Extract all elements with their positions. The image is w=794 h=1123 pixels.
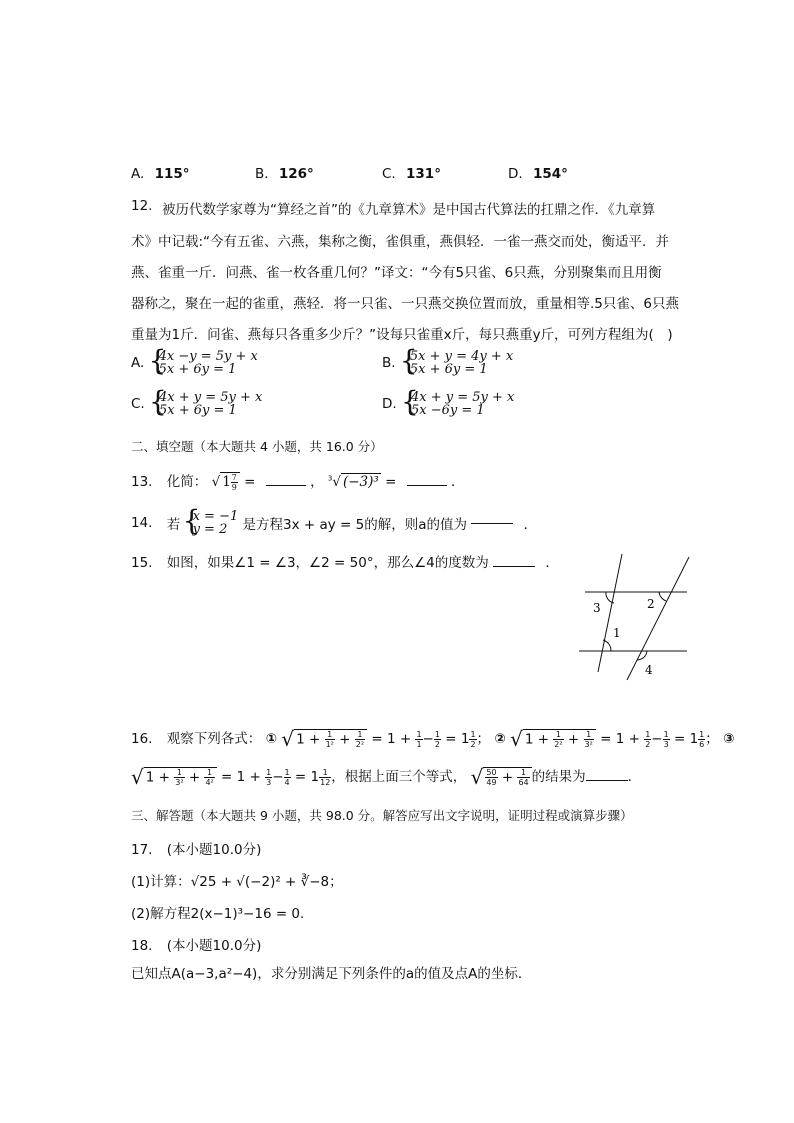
question-number: 13. bbox=[131, 474, 153, 490]
equation: 5x + y = 4y + x bbox=[409, 349, 514, 364]
q12-option-d bbox=[382, 385, 515, 418]
frac-num: 1 bbox=[645, 729, 651, 739]
option-value: 126° bbox=[278, 166, 314, 182]
question-text: ，根据上面三个等式， bbox=[331, 769, 467, 785]
left-transversal bbox=[598, 554, 622, 672]
section-heading: 三、解答题（本大题共 9 小题，共 98.0 分。解答应写出文字说明，证明过程或演算步骤） bbox=[131, 808, 633, 823]
equation: 5x + 6y = 1 bbox=[158, 362, 237, 377]
q12-line-1: 被历代数学家尊为“算经之首”的《九章算术》是中国古代算法的扛鼎之作．《九章算 bbox=[162, 202, 656, 218]
label-3: 3 bbox=[593, 601, 601, 615]
q11-option-d bbox=[508, 166, 568, 182]
q12-line-2: 术》中记载:“今有五雀、六燕，集称之衡，雀俱重，燕俱轻．一雀一燕交而处，衡适平．并 bbox=[131, 234, 670, 250]
q16-line-1: 16. 观察下列各式： ① √ 1 + $\frac{1}{\text{1²}}$ + $\frac{1}{\text{2²}}$ = 1 + $\frac{1}{1}$ − $\frac{1}{2}$ = 1 $\frac{1}{2}$ ； ② √ 1 + $\frac{1}{\text{2²}}$ + $\frac{1}{\text{3²}}$ = 1 + $\frac{1}{2}$ − $\frac{1}{3}$ = 1 $\frac{1}{6}$ ； ③ bbox=[131, 727, 735, 751]
question-text: 是方程3x + ay = 5的解，则a的值为 bbox=[242, 517, 468, 533]
period: ． bbox=[523, 517, 538, 533]
option-letter: D. bbox=[508, 166, 523, 182]
q16-line-2: √ 1 + $\frac{1}{\text{3²}}$ + $\frac{1}{\text{4²}}$ = 1 + $\frac{1}{3}$ − $\frac{1}{4}$ = 1 $\frac{1}{12}$ ，根据上面三个等式， √ $\frac{50}{49}$ + $\frac{1}{64}$ 的结果为 ． bbox=[131, 765, 642, 789]
frac-num: 1 bbox=[699, 729, 705, 739]
equation-system: { x = −1 y = 2 bbox=[182, 504, 239, 537]
frac-num: 1 bbox=[434, 729, 440, 739]
mixed-int: 1 bbox=[222, 474, 231, 490]
option-letter: D. bbox=[382, 396, 397, 412]
frac-den: 49 bbox=[486, 777, 497, 787]
question-text: 的结果为 bbox=[531, 769, 586, 785]
question-number: 15. bbox=[131, 555, 153, 571]
circled-number: ③ bbox=[723, 731, 735, 747]
q13: 13. 化简： √ 1 $\frac{7}{9}$ = ， $^3$√ (−3)³ = ． bbox=[131, 473, 465, 492]
answer-blank[interactable] bbox=[471, 523, 513, 524]
frac-num: 1 bbox=[517, 768, 529, 778]
answer-blank[interactable] bbox=[407, 485, 447, 486]
option-letter: C. bbox=[131, 396, 145, 412]
frac-den: 2 bbox=[470, 739, 476, 749]
frac-num: 7 bbox=[231, 473, 237, 482]
circled-number: ② bbox=[494, 731, 506, 747]
q17-part-2: (2)解方程2(x−1)³−16 = 0. bbox=[131, 906, 305, 922]
frac-num: 1 bbox=[553, 730, 563, 740]
root-index: 3 bbox=[327, 474, 333, 483]
q17-part-1: (1)计算：√25 + √(−2)² + ∛−8； bbox=[131, 874, 343, 890]
frac-den: 9 bbox=[231, 483, 237, 492]
radicand: 1 + $\frac{1}{\text{1²}}$ + $\frac{1}{\text{2²}}$ bbox=[294, 729, 367, 749]
equals: = bbox=[385, 474, 397, 490]
question-number: 17. bbox=[131, 842, 153, 858]
q12-option-b bbox=[382, 344, 514, 377]
q11-option-c bbox=[382, 166, 441, 182]
frac-den: 2 bbox=[434, 739, 440, 749]
equation-system: { 4x + y = 5y + x 5x −6y = 1 bbox=[400, 385, 515, 418]
q12-line-4: 器称之，聚在一起的雀重，燕轻．将一只雀、一只燕交换位置而放，重量相等.5只雀、6只燕 bbox=[131, 296, 679, 312]
q12-line-5: 重量为1斤．问雀、燕每只各重多少斤？”设每只雀重x斤，每只燕重y斤，可列方程组为( ) bbox=[131, 327, 673, 343]
label-4: 4 bbox=[645, 663, 653, 677]
equation: 4x + y = 5y + x bbox=[410, 390, 515, 405]
frac-den: 4² bbox=[205, 777, 214, 787]
angle-2-arc bbox=[659, 592, 666, 601]
frac-num: 1 bbox=[416, 729, 422, 739]
frac-num: 1 bbox=[584, 730, 594, 740]
period: ． bbox=[627, 769, 642, 785]
frac-den: 3² bbox=[175, 777, 184, 787]
frac-den: 3 bbox=[266, 777, 272, 787]
option-letter: A. bbox=[131, 166, 145, 182]
question-score: (本小题10.0分) bbox=[166, 938, 262, 954]
answer-blank[interactable] bbox=[493, 566, 535, 567]
option-value: 131° bbox=[406, 166, 441, 182]
frac-den: 3 bbox=[663, 739, 669, 749]
frac-den: 12 bbox=[320, 777, 331, 787]
option-value: 115° bbox=[154, 166, 190, 182]
equals: = bbox=[244, 474, 256, 490]
section-heading: 二、填空题（本大题共 4 小题，共 16.0 分） bbox=[131, 439, 383, 454]
semicolon: ； bbox=[476, 731, 491, 747]
equation-system: { 5x + y = 4y + x 5x + 6y = 1 bbox=[399, 344, 514, 377]
option-letter: C. bbox=[382, 166, 396, 182]
angle-4-arc bbox=[637, 651, 647, 660]
q18-part-1: 已知点A(a−3,a²−4)，求分别满足下列条件的a的值及点A的坐标． bbox=[131, 966, 532, 982]
frac-num: 1 bbox=[470, 729, 476, 739]
q11-option-b bbox=[255, 166, 314, 182]
frac-den: 6 bbox=[699, 739, 705, 749]
period: ． bbox=[451, 474, 465, 490]
frac-den: 1 bbox=[416, 739, 422, 749]
equation: 4x + y = 5y + x bbox=[159, 390, 263, 405]
option-letter: B. bbox=[382, 355, 396, 371]
option-letter: A. bbox=[131, 355, 145, 371]
question-score: (本小题10.0分) bbox=[166, 842, 262, 858]
question-prefix: 若 bbox=[166, 517, 181, 533]
frac-den: 2² bbox=[554, 739, 563, 749]
angle-figure bbox=[575, 552, 695, 682]
frac-den: 3² bbox=[584, 739, 593, 749]
right-transversal bbox=[627, 557, 689, 680]
frac-num: 1 bbox=[355, 730, 365, 740]
label-2: 2 bbox=[647, 597, 655, 611]
q14 bbox=[131, 504, 538, 537]
question-text: 化简： bbox=[166, 474, 208, 490]
q11-option-a bbox=[131, 166, 190, 182]
frac-num: 1 bbox=[319, 768, 331, 778]
frac-num: 1 bbox=[174, 768, 184, 778]
radicand: 1 + $\frac{1}{\text{2²}}$ + $\frac{1}{\text{3²}}$ bbox=[523, 729, 596, 749]
radicand: 1 + $\frac{1}{\text{3²}}$ + $\frac{1}{\text{4²}}$ bbox=[144, 767, 217, 787]
equation: y = 2 bbox=[192, 522, 228, 537]
answer-blank[interactable] bbox=[586, 780, 628, 781]
equation-system: { 4x + y = 5y + x 5x + 6y = 1 bbox=[149, 385, 263, 418]
q18-head bbox=[131, 934, 261, 954]
frac-num: 1 bbox=[284, 767, 290, 777]
q15 bbox=[131, 551, 559, 571]
frac-den: 2² bbox=[355, 739, 365, 749]
frac-den: 1² bbox=[325, 739, 334, 749]
question-number: 18. bbox=[131, 938, 153, 954]
frac-num: 50 bbox=[486, 767, 497, 777]
question-number: 14. bbox=[131, 515, 153, 531]
question-text: 观察下列各式： bbox=[166, 731, 262, 747]
frac-num: 1 bbox=[204, 768, 214, 778]
frac-num: 1 bbox=[325, 730, 335, 740]
equation: 4x −y = 5y + x bbox=[158, 349, 258, 364]
frac-den: 64 bbox=[518, 777, 529, 787]
equation: 5x −6y = 1 bbox=[410, 403, 485, 418]
q12-option-a bbox=[131, 344, 258, 377]
equation-system: { 4x −y = 5y + x 5x + 6y = 1 bbox=[148, 344, 258, 377]
equals: = 1 + bbox=[371, 731, 412, 747]
question-number: 16. bbox=[131, 731, 153, 747]
answer-blank[interactable] bbox=[266, 485, 306, 486]
question-text: 如图，如果∠1 = ∠3，∠2 = 50°，那么∠4的度数为 bbox=[166, 555, 489, 571]
q12-option-c bbox=[131, 385, 263, 418]
equation: x = −1 bbox=[192, 509, 239, 524]
frac-num: 1 bbox=[266, 767, 272, 777]
q12-number: 12. bbox=[131, 198, 153, 214]
option-value: 154° bbox=[532, 166, 568, 182]
frac-den: 4 bbox=[284, 777, 290, 787]
cube-radicand: (−3)³ bbox=[342, 474, 379, 490]
q12-line-3: 燕、雀重一斤．问燕、雀一枚各重几何？”译文：“今有5只雀、6只燕，分别聚集而且用衡 bbox=[131, 265, 662, 281]
term: 1 + bbox=[296, 731, 321, 747]
label-1: 1 bbox=[613, 626, 621, 640]
frac-den: 2 bbox=[645, 739, 651, 749]
radicand: $\frac{50}{49}$ + $\frac{1}{64}$ bbox=[483, 767, 531, 787]
frac-num: 1 bbox=[663, 729, 669, 739]
circled-number: ① bbox=[265, 731, 278, 747]
comma: ， bbox=[310, 474, 324, 490]
option-letter: B. bbox=[255, 166, 269, 182]
equation: 5x + 6y = 1 bbox=[409, 362, 488, 377]
q17-head bbox=[131, 838, 261, 858]
period: ． bbox=[545, 555, 559, 571]
equation: 5x + 6y = 1 bbox=[159, 403, 237, 418]
